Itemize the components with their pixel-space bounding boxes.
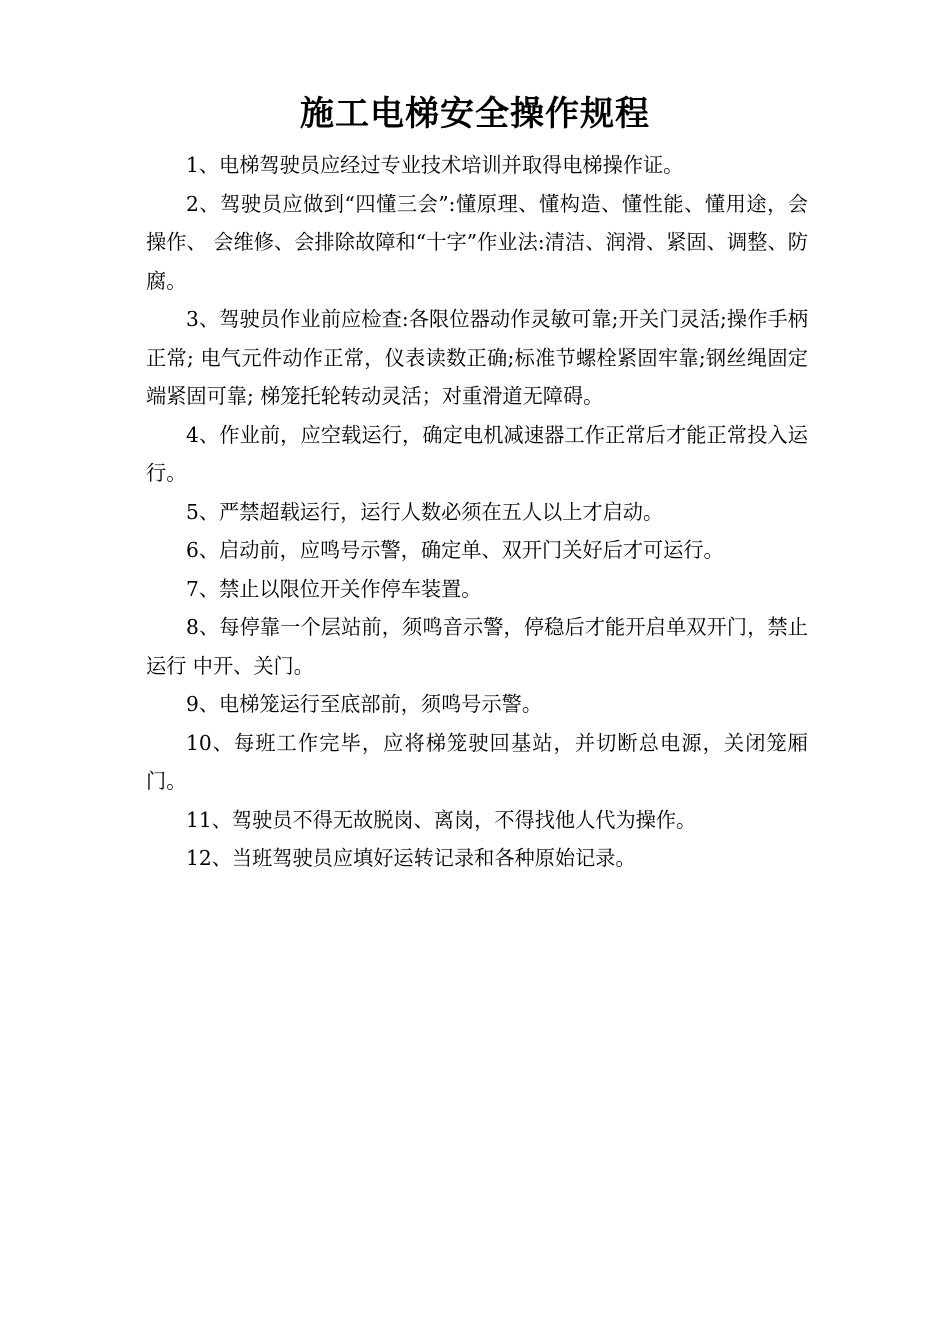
clause-6: 6、启动前，应鸣号示警，确定单、双开门关好后才可运行。 bbox=[186, 538, 724, 562]
clause-7: 7、禁止以限位开关作停车装置。 bbox=[186, 576, 482, 601]
clause-2: 2、驾驶员应做到“四懂三会”:懂原理、懂构造、懂性能、懂用途，会操作、 会维修、会排除故障和“十字”作业法:清洁、润滑、紧固、调整、防腐。 bbox=[146, 191, 808, 293]
document-body bbox=[146, 146, 808, 878]
clause-4: 4、作业前，应空载运行，确定电机减速器工作正常后才能正常投入运行。 bbox=[146, 422, 808, 485]
clause-12: 12、当班驾驶员应填好运转记录和各种原始记录。 bbox=[186, 846, 636, 870]
clause-5: 5、严禁超载运行，运行人数必须在五人以上才启动。 bbox=[186, 499, 664, 524]
clause-10: 10、每班工作完毕，应将梯笼驶回基站，并切断总电源，关闭笼厢门。 bbox=[146, 730, 808, 793]
clause-9: 9、电梯笼运行至底部前，须鸣号示警。 bbox=[186, 692, 543, 716]
clause-3: 3、驾驶员作业前应检查:各限位器动作灵敏可靠;开关门灵活;操作手柄正常; 电气元件动作正常，仪表读数正确;标准节螺栓紧固牢靠;钢丝绳固定端紧固可靠; 梯笼托轮转动灵活；对重滑道无障碍。 bbox=[146, 307, 808, 408]
clause-8: 8、每停靠一个层站前，须鸣音示警，停稳后才能开启单双开门，禁止运行 中开、关门。 bbox=[146, 615, 808, 678]
document-title: 施工电梯安全操作规程 bbox=[300, 94, 650, 134]
clause-11: 11、驾驶员不得无故脱岗、离岗，不得找他人代为操作。 bbox=[186, 807, 697, 832]
clause-1: 1、电梯驾驶员应经过专业技术培训并取得电梯操作证。 bbox=[186, 153, 684, 177]
